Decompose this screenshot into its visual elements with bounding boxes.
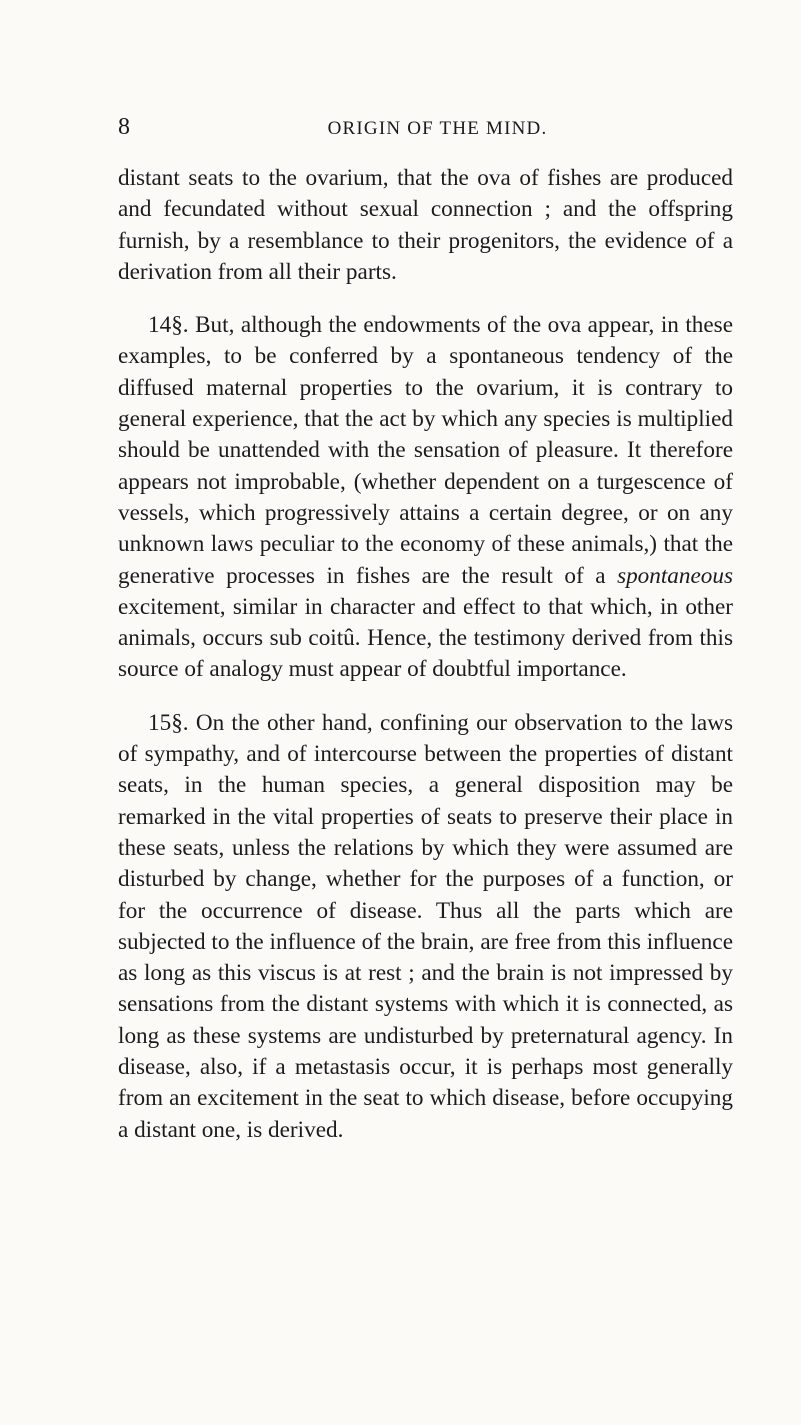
running-header — [118, 114, 733, 142]
paragraph-15: 15§. On the other hand, confining our observation to the laws of sympathy, and of intercourse between the properties of distant seats, in the human species, a general disposition may be remarked in the vital properties of seats to preserve their place in these seats, unless the relations by which they were assumed are disturbed by change, whether for the purposes of a function, or for the occurrence of disease. Thus all the parts which are subjected to the influence of the brain, are free from this influence as long as this viscus is at rest ; and the brain is not impressed by sensations from the distant systems with which it is connected, as long as these systems are undisturbed by preternatural agency. In disease, also, if a metastasis occur, it is perhaps most generally from an excitement in the seat to which disease, before occupying a distant one, is derived. — [118, 709, 733, 1143]
running-title: ORIGIN OF THE MIND. — [327, 118, 548, 139]
page-number: 8 — [118, 114, 130, 140]
paragraph-14 — [118, 310, 733, 686]
paragraph-14-text-after: excitement, similar in character and effect to that which, in other animals, occurs sub coitû. Hence, the testimony derived from this source of analogy must appear of doubtful importance. — [118, 593, 733, 683]
body-text — [118, 163, 733, 1146]
paragraph-continued: distant seats to the ovarium, that the ova of fishes are produced and fecundated without sexual connection ; and the offspring furnish, by a resemblance to their progenitors, the evidence of a derivation from all their parts. — [118, 165, 733, 285]
paragraph-14-emphasis: spontaneous — [617, 562, 733, 589]
paragraph-14-text-before: 14§. But, although the endowments of the ova appear, in these examples, to be conferred by a spontaneous tendency of the diffused maternal properties to the ovarium, it is contrary to general experience, that the act by which any species is multiplied should be unattended with the sensation of pleasure. It therefore appears not improbable, (whether dependent on a turgescence of vessels, which progressively attains a certain degree, or on any unknown laws peculiar to the economy of these animals,) that the generative processes in fishes are the result of a — [118, 312, 733, 589]
